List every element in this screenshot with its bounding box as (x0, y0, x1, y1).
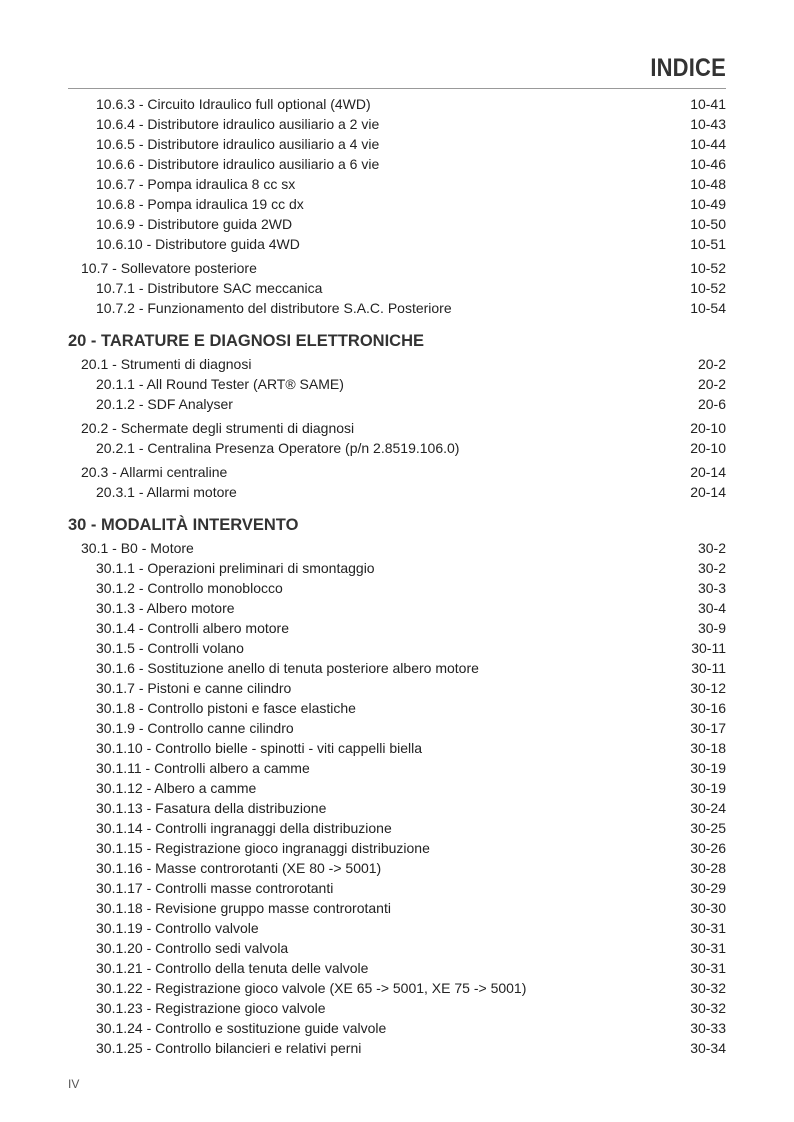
toc-entry-level2 (0, 438, 794, 458)
toc-entry-level1 (0, 538, 794, 558)
toc-entry-page: 30-9 (697, 620, 726, 636)
toc-entry-level2 (0, 838, 794, 858)
toc-entry-page: 30-31 (690, 920, 726, 936)
page-title: INDICE (650, 54, 726, 82)
toc-entry-page: 30-18 (690, 740, 726, 756)
toc-entry-level2 (0, 214, 794, 234)
toc-entry-level2 (0, 758, 794, 778)
toc-entry-page: 10-44 (690, 136, 726, 152)
toc-entry-title: 10.6.6 - Distributore idraulico ausiliario a 6 vie (96, 156, 380, 172)
toc-entry-level2 (0, 134, 794, 154)
toc-entry-title: 30.1.21 - Controllo della tenuta delle valvole (96, 960, 369, 976)
toc-entry-page: 10-49 (690, 196, 726, 212)
toc-entry-page: 30-19 (690, 780, 726, 796)
toc-entry-title: 30.1.20 - Controllo sedi valvola (96, 940, 289, 956)
toc-entry-level2 (0, 1018, 794, 1038)
toc-entry-level2 (0, 898, 794, 918)
toc-entry-page: 30-29 (690, 880, 726, 896)
toc-entry-title: 30.1.3 - Albero motore (96, 600, 235, 616)
toc-entry-title: 20.1 - Strumenti di diagnosi (81, 356, 252, 372)
toc-entry-title: 10.6.8 - Pompa idraulica 19 cc dx (96, 196, 304, 212)
toc-entry-title: 30 - MODALITÀ INTERVENTO (68, 516, 299, 534)
toc-entry-title: 30.1.10 - Controllo bielle - spinotti - viti cappelli biella (96, 740, 423, 756)
toc-entry-level2 (0, 638, 794, 658)
toc-entry-level2 (0, 678, 794, 698)
toc-entry-title: 30.1.13 - Fasatura della distribuzione (96, 800, 327, 816)
toc-entry-page: 20-14 (690, 464, 726, 480)
toc-entry-level1 (0, 354, 794, 374)
toc-entry-level2 (0, 798, 794, 818)
toc-entry-page: 30-12 (690, 680, 726, 696)
toc-entry-title: 20.3.1 - Allarmi motore (96, 484, 237, 500)
toc-section-heading (0, 328, 794, 354)
toc-entry-title: 30.1.9 - Controllo canne cilindro (96, 720, 294, 736)
toc-entry-title: 10.6.5 - Distributore idraulico ausiliario a 4 vie (96, 136, 380, 152)
toc-entry-title: 30.1.8 - Controllo pistoni e fasce elastiche (96, 700, 356, 716)
toc-entry-page: 10-43 (690, 116, 726, 132)
toc-entry-level2 (0, 998, 794, 1018)
toc-entry-title: 30.1.22 - Registrazione gioco valvole (XE 65 -> 5001, XE 75 -> 5001) (96, 980, 527, 996)
toc-entry-title: 10.6.3 - Circuito Idraulico full optional (4WD) (96, 96, 371, 112)
toc-entry-page: 30-11 (691, 660, 726, 676)
toc-entry-title: 10.6.7 - Pompa idraulica 8 cc sx (96, 176, 296, 192)
toc-entry-page: 10-41 (690, 96, 726, 112)
toc-entry-title: 20.3 - Allarmi centraline (81, 464, 228, 480)
toc-entry-page: 30-25 (690, 820, 726, 836)
toc-entry-page: 20-14 (690, 484, 726, 500)
toc-entry-title: 20.1.2 - SDF Analyser (96, 396, 233, 412)
toc-entry-page: 30-34 (690, 1040, 726, 1056)
toc-entry-level2 (0, 618, 794, 638)
toc-entry-title: 10.6.10 - Distributore guida 4WD (96, 236, 300, 252)
toc-entry-page: 20-2 (697, 356, 726, 372)
toc-entry-title: 30.1.1 - Operazioni preliminari di smontaggio (96, 560, 375, 576)
toc-entry-page: 30-4 (697, 600, 726, 616)
toc-entry-title: 30.1.6 - Sostituzione anello di tenuta posteriore albero motore (96, 660, 479, 676)
toc-entry-page: 30-2 (697, 560, 726, 576)
toc-entry-title: 30.1.25 - Controllo bilancieri e relativi perni (96, 1040, 362, 1056)
toc-entry-page: 30-31 (690, 960, 726, 976)
toc-entry-page: 10-52 (690, 280, 726, 296)
toc-entry-level1 (0, 418, 794, 438)
toc-entry-title: 30.1.23 - Registrazione gioco valvole (96, 1000, 326, 1016)
toc-entry-level2 (0, 1038, 794, 1058)
toc-entry-level2 (0, 278, 794, 298)
table-of-contents (0, 94, 794, 1058)
toc-entry-level2 (0, 394, 794, 414)
page-number: IV (68, 1077, 80, 1091)
toc-entry-level2 (0, 482, 794, 502)
toc-entry-page: 30-33 (690, 1020, 726, 1036)
toc-entry-level2 (0, 878, 794, 898)
toc-entry-level2 (0, 558, 794, 578)
toc-entry-level2 (0, 114, 794, 134)
toc-entry-page: 30-26 (690, 840, 726, 856)
toc-entry-level2 (0, 978, 794, 998)
toc-entry-page: 20-6 (697, 396, 726, 412)
toc-entry-page: 30-28 (690, 860, 726, 876)
toc-entry-level1 (0, 258, 794, 278)
toc-entry-level2 (0, 194, 794, 214)
toc-entry-title: 20.2 - Schermate degli strumenti di diagnosi (81, 420, 355, 436)
toc-entry-title: 10.7.1 - Distributore SAC meccanica (96, 280, 323, 296)
toc-entry-level2 (0, 234, 794, 254)
toc-entry-title: 30.1.18 - Revisione gruppo masse controrotanti (96, 900, 391, 916)
toc-entry-title: 30.1.15 - Registrazione gioco ingranaggi distribuzione (96, 840, 430, 856)
toc-entry-level2 (0, 858, 794, 878)
toc-entry-level2 (0, 918, 794, 938)
toc-entry-title: 30.1.19 - Controllo valvole (96, 920, 259, 936)
toc-entry-title: 30.1.4 - Controlli albero motore (96, 620, 289, 636)
toc-entry-level2 (0, 374, 794, 394)
toc-entry-title: 30.1 - B0 - Motore (81, 540, 194, 556)
toc-entry-level2 (0, 698, 794, 718)
toc-entry-level2 (0, 578, 794, 598)
toc-entry-page: 30-24 (690, 800, 726, 816)
toc-entry-title: 30.1.2 - Controllo monoblocco (96, 580, 283, 596)
toc-entry-level2 (0, 298, 794, 318)
toc-entry-title: 30.1.17 - Controlli masse controrotanti (96, 880, 334, 896)
toc-entry-title: 20.1.1 - All Round Tester (ART® SAME) (96, 376, 344, 392)
toc-entry-page: 10-46 (690, 156, 726, 172)
toc-entry-level2 (0, 658, 794, 678)
toc-entry-page: 30-3 (697, 580, 726, 596)
toc-entry-title: 30.1.11 - Controlli albero a camme (96, 760, 310, 776)
toc-section-heading (0, 512, 794, 538)
toc-entry-page: 20-2 (697, 376, 726, 392)
toc-entry-page: 30-30 (690, 900, 726, 916)
toc-entry-level2 (0, 94, 794, 114)
header-divider (68, 88, 726, 89)
toc-entry-page: 30-31 (690, 940, 726, 956)
toc-entry-title: 10.6.4 - Distributore idraulico ausiliario a 2 vie (96, 116, 380, 132)
toc-entry-level2 (0, 174, 794, 194)
toc-entry-level2 (0, 154, 794, 174)
toc-entry-page: 30-32 (690, 1000, 726, 1016)
toc-entry-page: 30-32 (690, 980, 726, 996)
toc-entry-title: 20 - TARATURE E DIAGNOSI ELETTRONICHE (68, 332, 424, 350)
toc-entry-page: 10-54 (690, 300, 726, 316)
toc-entry-page: 10-52 (690, 260, 726, 276)
toc-entry-page: 20-10 (690, 440, 726, 456)
toc-entry-title: 10.7.2 - Funzionamento del distributore S.A.C. Posteriore (96, 300, 452, 316)
toc-entry-level2 (0, 598, 794, 618)
toc-entry-title: 10.7 - Sollevatore posteriore (81, 260, 257, 276)
toc-entry-title: 20.2.1 - Centralina Presenza Operatore (p/n 2.8519.106.0) (96, 440, 460, 456)
toc-entry-page: 10-48 (690, 176, 726, 192)
toc-entry-title: 30.1.16 - Masse controrotanti (XE 80 -> 5001) (96, 860, 382, 876)
toc-entry-level2 (0, 718, 794, 738)
toc-entry-level1 (0, 462, 794, 482)
toc-entry-title: 30.1.14 - Controlli ingranaggi della distribuzione (96, 820, 392, 836)
toc-entry-level2 (0, 778, 794, 798)
toc-entry-level2 (0, 938, 794, 958)
toc-entry-page: 30-19 (690, 760, 726, 776)
toc-entry-level2 (0, 818, 794, 838)
toc-entry-page: 30-2 (697, 540, 726, 556)
toc-entry-page: 30-17 (690, 720, 726, 736)
toc-entry-title: 30.1.24 - Controllo e sostituzione guide valvole (96, 1020, 387, 1036)
toc-entry-page: 10-50 (690, 216, 726, 232)
toc-entry-level2 (0, 738, 794, 758)
toc-entry-title: 30.1.7 - Pistoni e canne cilindro (96, 680, 292, 696)
toc-entry-page: 30-11 (691, 640, 726, 656)
toc-entry-level2 (0, 958, 794, 978)
toc-entry-page: 10-51 (690, 236, 726, 252)
toc-entry-title: 30.1.12 - Albero a camme (96, 780, 257, 796)
toc-entry-page: 20-10 (690, 420, 726, 436)
toc-entry-title: 30.1.5 - Controlli volano (96, 640, 244, 656)
toc-entry-title: 10.6.9 - Distributore guida 2WD (96, 216, 293, 232)
toc-entry-page: 30-16 (690, 700, 726, 716)
